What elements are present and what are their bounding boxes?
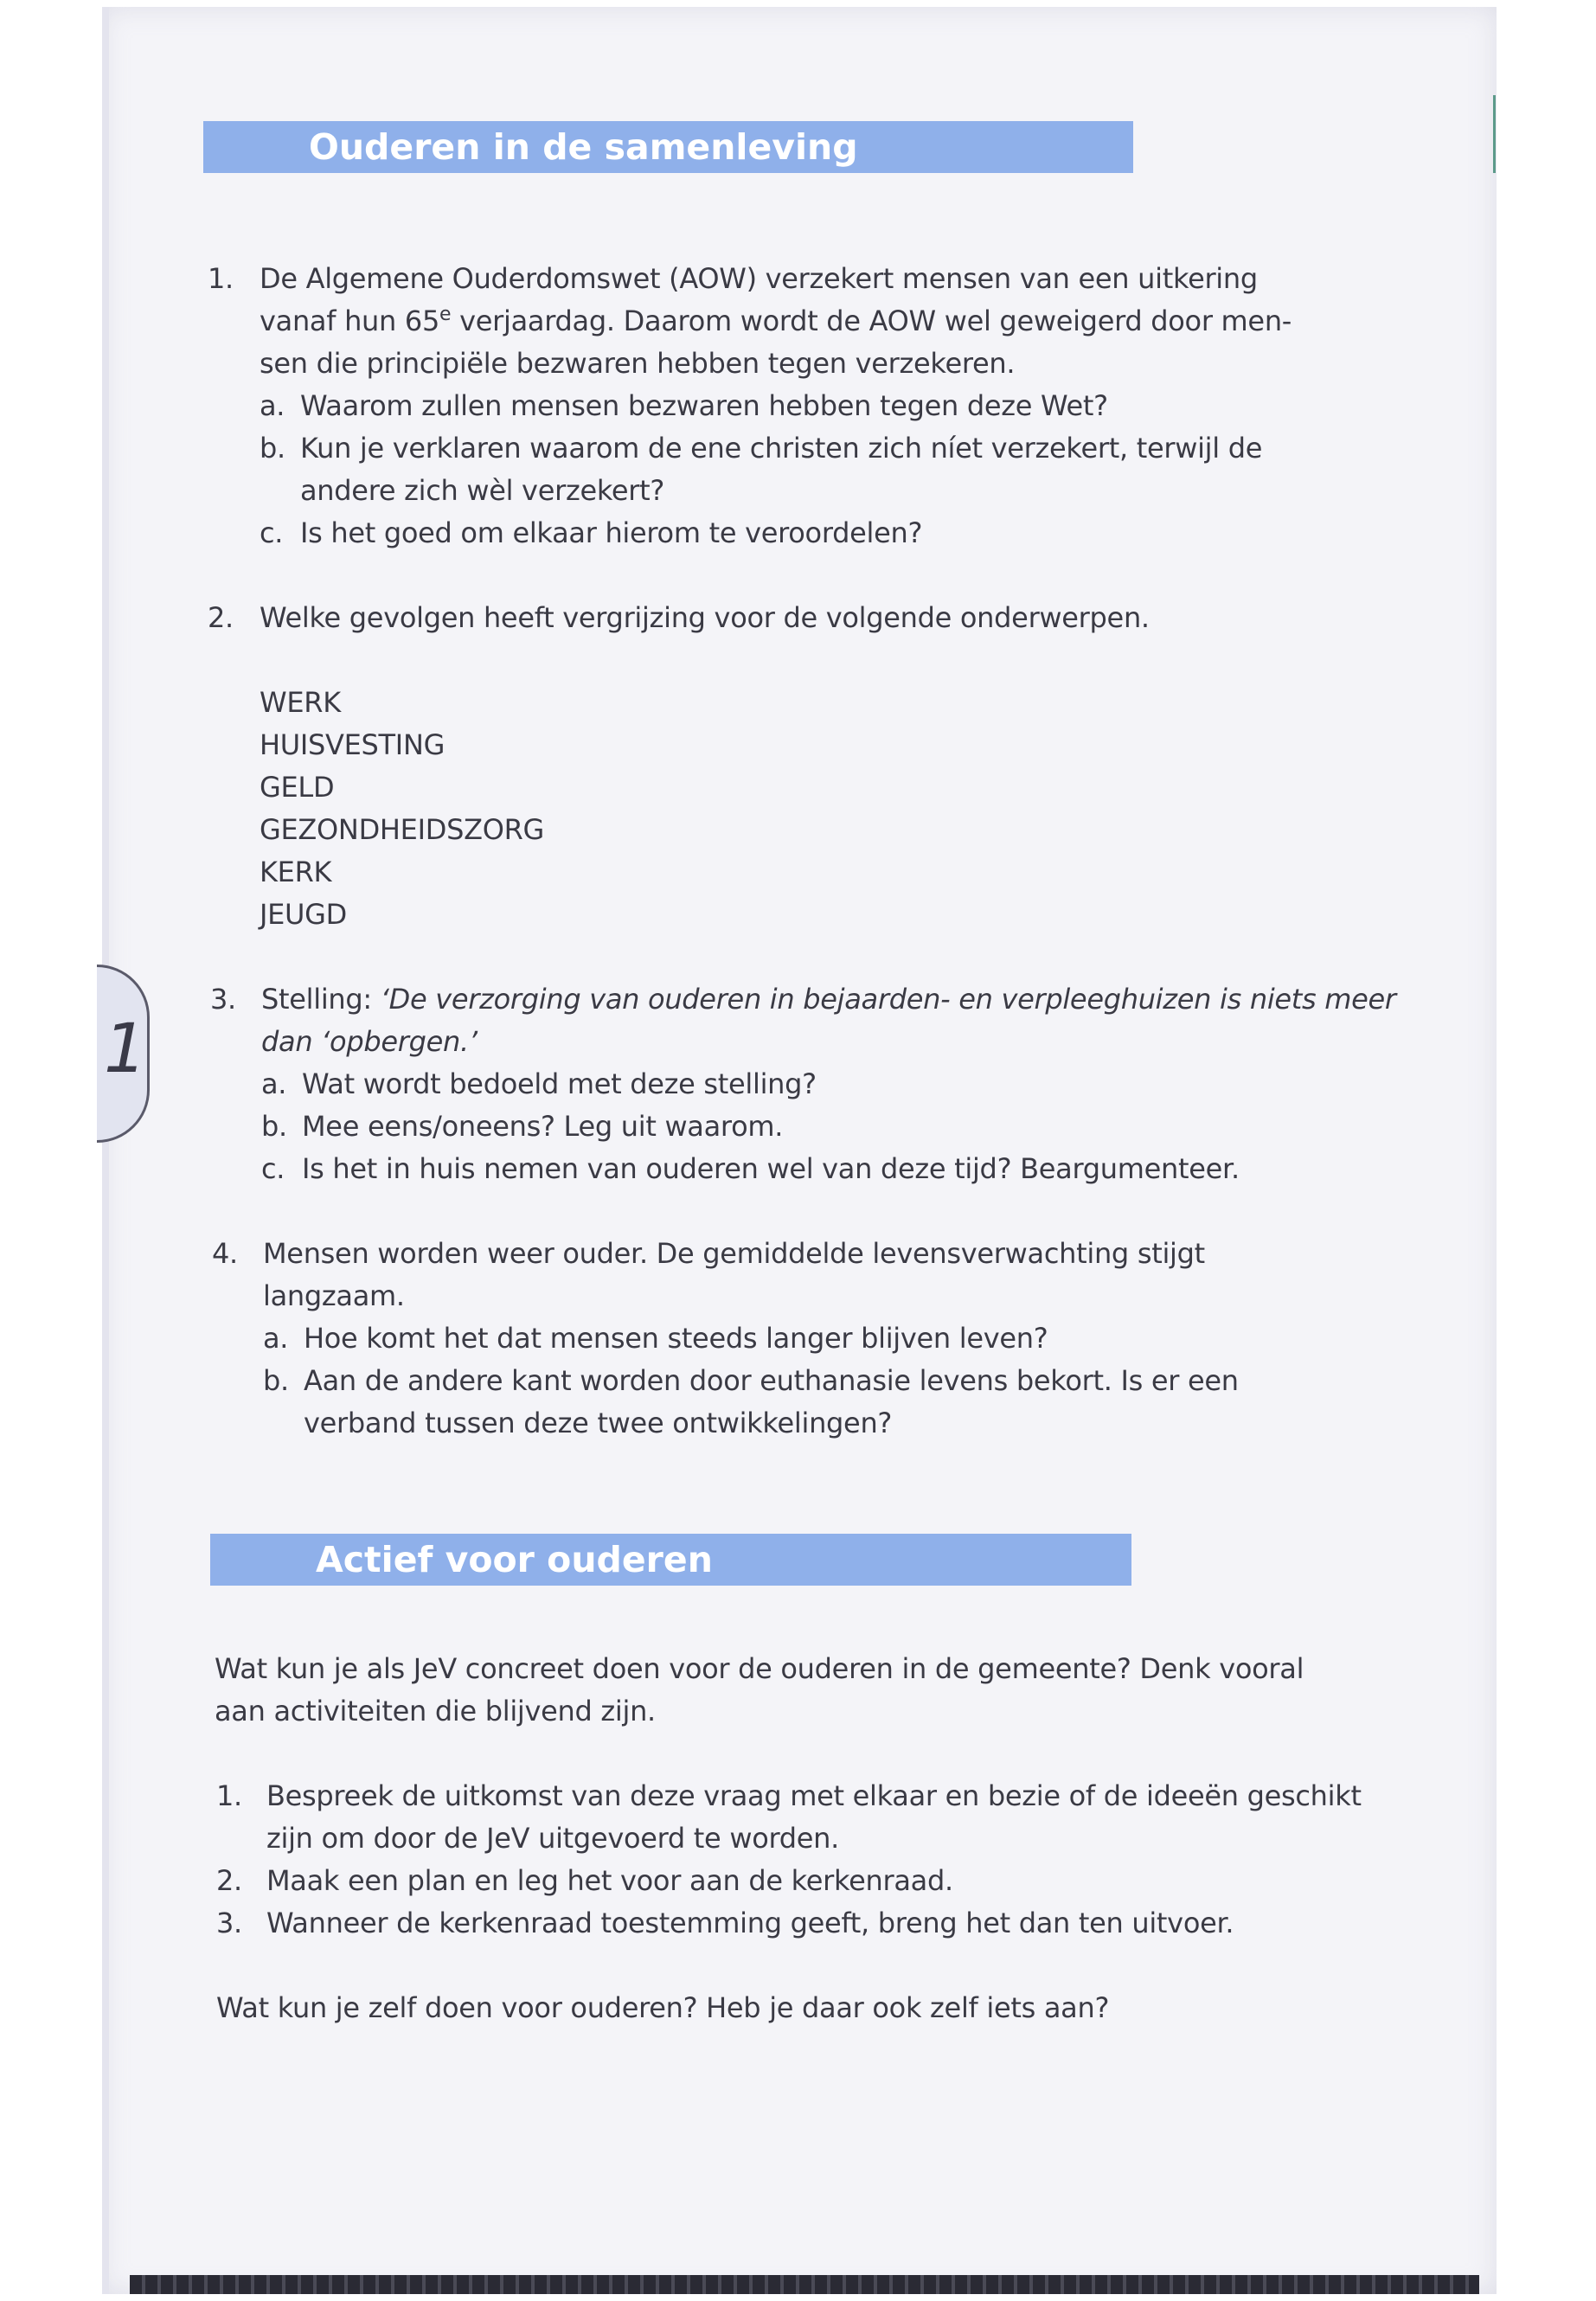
sub-label: b. [260, 432, 285, 465]
question-2-text: Welke gevolgen heeft vergrijzing voor de volgende onderwerpen. [260, 601, 1150, 634]
question-1-line-2 [260, 300, 1292, 343]
question-number: 4. [212, 1237, 238, 1270]
sub-label: a. [260, 389, 285, 422]
step-2-line-1: Maak een plan en leg het voor aan de kerkenraad. [266, 1864, 953, 1897]
q1-superscript: e [439, 304, 452, 325]
question-number: 1. [208, 262, 234, 295]
question-1-line-3: sen die principiële bezwaren hebben tegen verzekeren. [260, 347, 1016, 380]
step-1-line-1: Bespreek de uitkomst van deze vraag met elkaar en bezie of de ideeën geschikt [266, 1779, 1362, 1812]
question-4-line-2: langzaam. [263, 1279, 405, 1312]
question-number: 3. [210, 983, 236, 1016]
q3-prefix: Stelling: [261, 983, 381, 1016]
question-1-line-1: De Algemene Ouderdomswet (AOW) verzekert mensen van een uitkering [260, 262, 1258, 295]
section-2-closing: Wat kun je zelf doen voor ouderen? Heb je daar ook zelf iets aan? [216, 1991, 1110, 2024]
topic-item: GELD [260, 771, 335, 804]
q1-sub-b-line-2: andere zich wèl verzekert? [300, 474, 665, 507]
section-title: Actief voor ouderen [316, 1539, 713, 1580]
question-4-line-1: Mensen worden weer ouder. De gemiddelde levensverwachting stijgt [263, 1237, 1205, 1270]
sub-label: a. [263, 1322, 289, 1355]
topic-item: GEZONDHEIDSZORG [260, 813, 545, 846]
section-2-intro-line-1: Wat kun je als JeV concreet doen voor de ouderen in de gemeente? Denk vooral [215, 1652, 1304, 1685]
chapter-tab-digit: 1 [104, 1010, 147, 1088]
q4-sub-b-line-1: Aan de andere kant worden door euthanasie levens bekort. Is er een [304, 1364, 1239, 1397]
q3-sub-b: Mee eens/oneens? Leg uit waarom. [302, 1110, 784, 1143]
topic-item: WERK [260, 686, 341, 719]
section-title: Ouderen in de samenleving [309, 126, 858, 168]
topic-item: JEUGD [260, 898, 348, 931]
section-header-actief [210, 1534, 1131, 1586]
step-3-line-1: Wanneer de kerkenraad toestemming geeft, breng het dan ten uitvoer. [266, 1907, 1234, 1939]
sub-label: a. [261, 1067, 287, 1100]
step-number: 3. [216, 1907, 242, 1939]
question-3-line-2: dan ‘opbergen.’ [261, 1025, 478, 1058]
section-2-intro-line-2: aan activiteiten die blijvend zijn. [215, 1695, 656, 1727]
q1-line2-end: verjaardag. Daarom wordt de AOW wel geweigerd door men- [451, 304, 1292, 337]
q1-sub-c: Is het goed om elkaar hierom te veroordelen? [300, 516, 923, 549]
question-number: 2. [208, 601, 234, 634]
sub-label: b. [261, 1110, 287, 1143]
topic-item: KERK [260, 856, 332, 888]
q3-quote: ‘De verzorging van ouderen in bejaarden- en verpleeghuizen is niets meer [380, 983, 1396, 1016]
step-number: 2. [216, 1864, 242, 1897]
q4-sub-a: Hoe komt het dat mensen steeds langer blijven leven? [304, 1322, 1048, 1355]
q3-sub-a: Wat wordt bedoeld met deze stelling? [302, 1067, 817, 1100]
step-1-line-2: zijn om door de JeV uitgevoerd te worden. [266, 1822, 840, 1855]
topic-item: HUISVESTING [260, 728, 445, 761]
step-number: 1. [216, 1779, 242, 1812]
q1-line2-start: vanaf hun 65 [260, 304, 440, 337]
q3-sub-c: Is het in huis nemen van ouderen wel van deze tijd? Beargumenteer. [302, 1152, 1240, 1185]
q1-sub-b-line-1: Kun je verklaren waarom de ene christen zich níet verzekert, terwijl de [300, 432, 1263, 465]
sub-label: b. [263, 1364, 289, 1397]
q4-sub-b-line-2: verband tussen deze twee ontwikkelingen? [304, 1407, 893, 1439]
q1-sub-a: Waarom zullen mensen bezwaren hebben tegen deze Wet? [300, 389, 1108, 422]
sub-label: c. [261, 1152, 285, 1185]
question-3-line-1 [261, 978, 1396, 1021]
sub-label: c. [260, 516, 284, 549]
